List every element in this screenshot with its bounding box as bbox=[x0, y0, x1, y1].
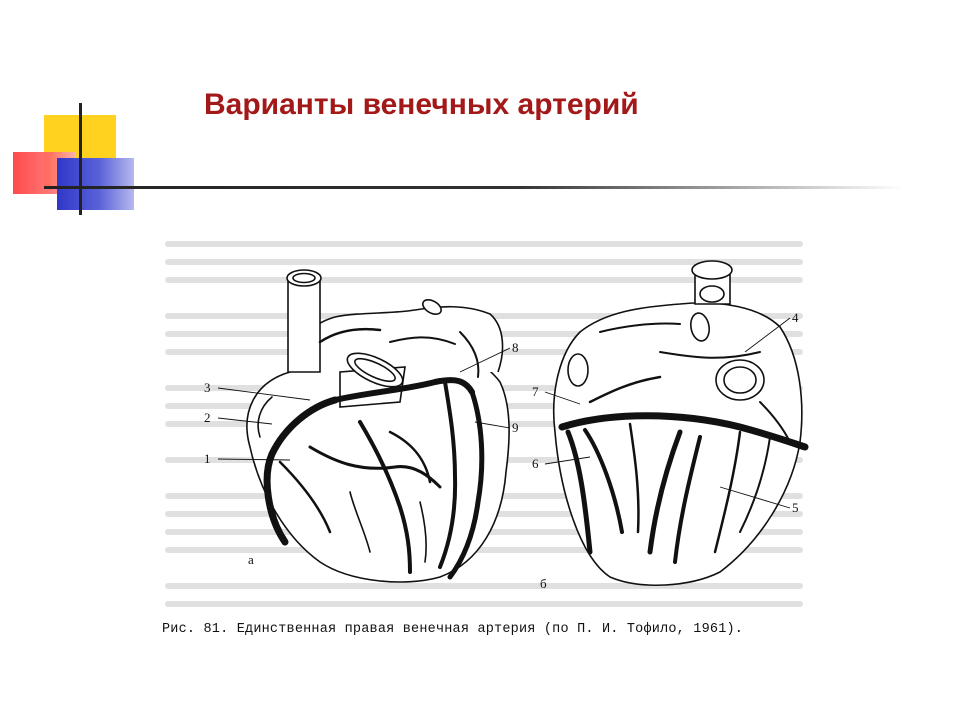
decor-blue-square bbox=[57, 158, 134, 210]
heart-drawing bbox=[160, 232, 810, 642]
heart-illustration bbox=[160, 232, 810, 642]
label-2: 2 bbox=[204, 410, 211, 425]
panel-label-a: а bbox=[248, 552, 254, 567]
decor-vertical-line bbox=[79, 103, 82, 215]
label-1: 1 bbox=[204, 451, 211, 466]
label-6: 6 bbox=[532, 456, 539, 471]
label-5: 5 bbox=[792, 500, 799, 515]
panel-label-b: б bbox=[540, 576, 547, 591]
decor-horizontal-line bbox=[44, 186, 904, 189]
label-4: 4 bbox=[792, 310, 799, 325]
label-9: 9 bbox=[512, 420, 519, 435]
label-8: 8 bbox=[512, 340, 519, 355]
slide-title: Варианты венечных артерий bbox=[204, 88, 639, 121]
label-7: 7 bbox=[532, 384, 539, 399]
label-3: 3 bbox=[204, 380, 211, 395]
figure-caption: Рис. 81. Единственная правая венечная артерия (по П. И. Тофило, 1961). bbox=[162, 622, 744, 637]
